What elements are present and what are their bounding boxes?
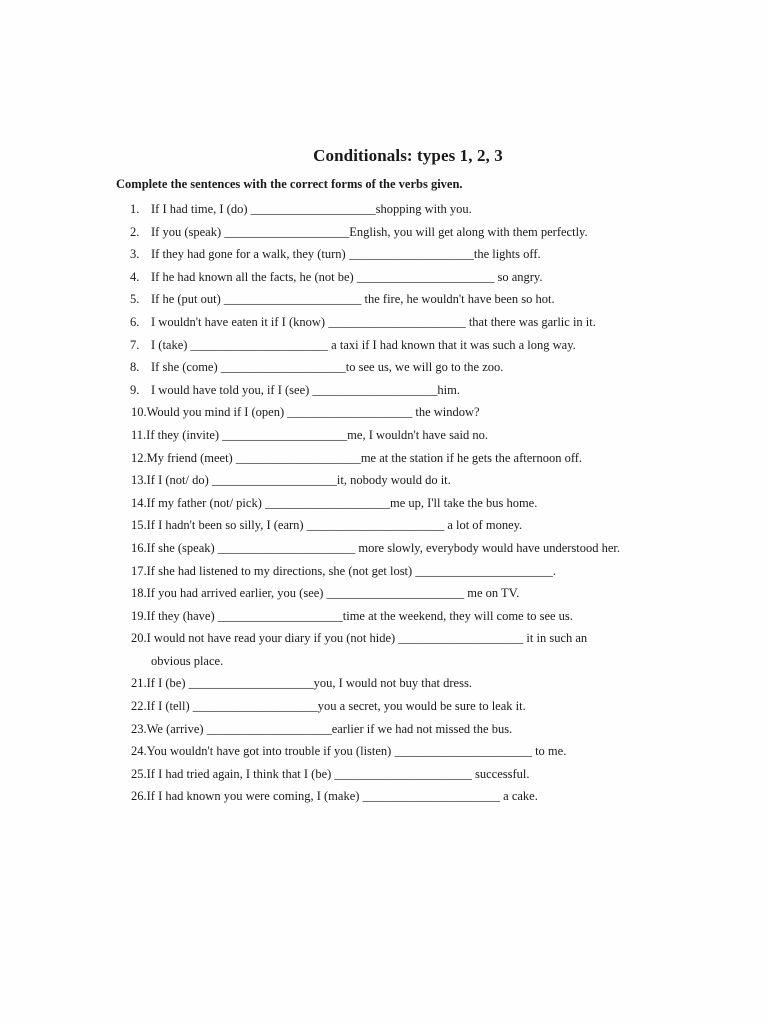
exercise-number: 2.	[130, 224, 140, 239]
exercise-sentence: If I (be) ____________________you, I would not buy that dress.	[146, 676, 472, 691]
exercise-item	[0, 469, 768, 492]
exercise-sentence-continuation: obvious place.	[151, 653, 224, 668]
exercise-number: 24.	[131, 744, 147, 759]
exercise-sentence: If I had time, I (do) ____________________shopping with you.	[151, 202, 472, 216]
exercise-item	[0, 514, 768, 537]
exercise-number: 17.	[131, 563, 147, 578]
exercise-number: 25.	[131, 766, 147, 781]
exercise-sentence: If they (invite) ____________________me, I wouldn't have said no.	[146, 427, 488, 442]
exercise-item	[0, 605, 768, 628]
exercise-number: 21.	[131, 676, 147, 691]
exercise-item	[0, 243, 768, 266]
exercise-number: 4.	[130, 269, 140, 284]
exercise-number: 26.	[131, 789, 147, 804]
exercise-number: 15.	[131, 518, 147, 533]
exercise-item	[0, 560, 768, 583]
exercise-item	[0, 311, 768, 334]
exercise-item	[0, 356, 768, 379]
worksheet-title: Conditionals: types 1, 2, 3	[313, 146, 503, 165]
exercise-item	[0, 334, 768, 357]
exercise-sentence: If they had gone for a walk, they (turn) ____________________the lights off.	[151, 247, 541, 262]
exercise-number: 22.	[131, 699, 147, 714]
exercise-number: 3.	[130, 247, 140, 262]
exercise-item	[0, 221, 768, 244]
exercise-number: 8.	[130, 360, 140, 375]
exercise-item	[0, 424, 768, 447]
exercise-sentence: I would have told you, if I (see) ____________________him.	[151, 382, 460, 397]
exercise-item	[0, 401, 768, 424]
exercise-number: 19.	[131, 608, 147, 623]
exercise-sentence: If you (speak) ____________________English, you will get along with them perfectly.	[151, 224, 588, 239]
exercise-number: 1.	[130, 202, 140, 216]
exercise-item	[0, 198, 768, 221]
exercise-number: 16.	[131, 540, 147, 555]
exercise-sentence: If she (come) ____________________to see us, we will go to the zoo.	[151, 360, 504, 375]
exercise-item	[0, 537, 768, 560]
exercise-sentence: If I had known you were coming, I (make) ______________________ a cake.	[146, 789, 538, 804]
exercise-item	[0, 492, 768, 515]
exercise-number: 13.	[131, 473, 147, 488]
exercise-item	[0, 447, 768, 470]
exercise-sentence: We (arrive) ____________________earlier if we had not missed the bus.	[146, 721, 513, 736]
exercise-number: 23.	[131, 721, 147, 736]
exercise-number: 18.	[131, 586, 147, 601]
exercise-sentence: If she (speak) ______________________ more slowly, everybody would have understood her.	[146, 540, 621, 555]
exercise-number: 11.	[131, 427, 147, 442]
exercise-sentence: If my father (not/ pick) ____________________me up, I'll take the bus home.	[146, 495, 538, 510]
exercise-item	[0, 695, 768, 718]
exercise-sentence: If you had arrived earlier, you (see) ______________________ me on TV.	[146, 586, 520, 601]
exercise-number: 6.	[130, 314, 140, 329]
exercise-sentence: You wouldn't have got into trouble if you (listen) ______________________ to me.	[146, 744, 567, 759]
exercise-list	[0, 198, 768, 808]
exercise-item	[0, 379, 768, 402]
exercise-sentence: If I (tell) ____________________you a secret, you would be sure to leak it.	[146, 699, 526, 714]
exercise-number: 10.	[131, 405, 147, 420]
exercise-item	[0, 672, 768, 695]
exercise-sentence: If I hadn't been so silly, I (earn) ______________________ a lot of money.	[146, 518, 523, 533]
exercise-sentence: I wouldn't have eaten it if I (know) ______________________ that there was garlic in it.	[151, 314, 596, 329]
exercise-item	[0, 785, 768, 808]
exercise-item	[0, 582, 768, 605]
exercise-number: 5.	[130, 292, 140, 307]
exercise-sentence: I would not have read your diary if you (not hide) ____________________ it in such an	[146, 631, 588, 646]
exercise-sentence: My friend (meet) ____________________me at the station if he gets the afternoon off.	[146, 450, 583, 465]
exercise-sentence: If she had listened to my directions, she (not get lost) ______________________.	[146, 563, 556, 578]
exercise-number: 14.	[131, 495, 147, 510]
exercise-item	[0, 288, 768, 311]
exercise-sentence: I (take) ______________________ a taxi if I had known that it was such a long way.	[151, 337, 576, 352]
exercise-item	[0, 627, 768, 672]
exercise-sentence: If they (have) ____________________time at the weekend, they will come to see us.	[146, 608, 573, 623]
exercise-number: 7.	[130, 337, 140, 352]
exercise-item	[0, 763, 768, 786]
exercise-sentence: If he had known all the facts, he (not be) ______________________ so angry.	[151, 269, 543, 284]
exercise-sentence: If he (put out) ______________________ the fire, he wouldn't have been so hot.	[151, 292, 555, 307]
exercise-item	[0, 718, 768, 741]
exercise-number: 20.	[131, 631, 147, 646]
exercise-item	[0, 740, 768, 763]
exercise-item	[0, 266, 768, 289]
exercise-sentence: If I had tried again, I think that I (be) ______________________ successful.	[146, 766, 530, 781]
exercise-number: 9.	[130, 382, 140, 397]
worksheet-instructions: Complete the sentences with the correct forms of the verbs given.	[116, 177, 463, 191]
exercise-sentence: Would you mind if I (open) ____________________ the window?	[146, 405, 480, 420]
exercise-sentence: If I (not/ do) ____________________it, nobody would do it.	[146, 473, 451, 488]
exercise-number: 12.	[131, 450, 147, 465]
